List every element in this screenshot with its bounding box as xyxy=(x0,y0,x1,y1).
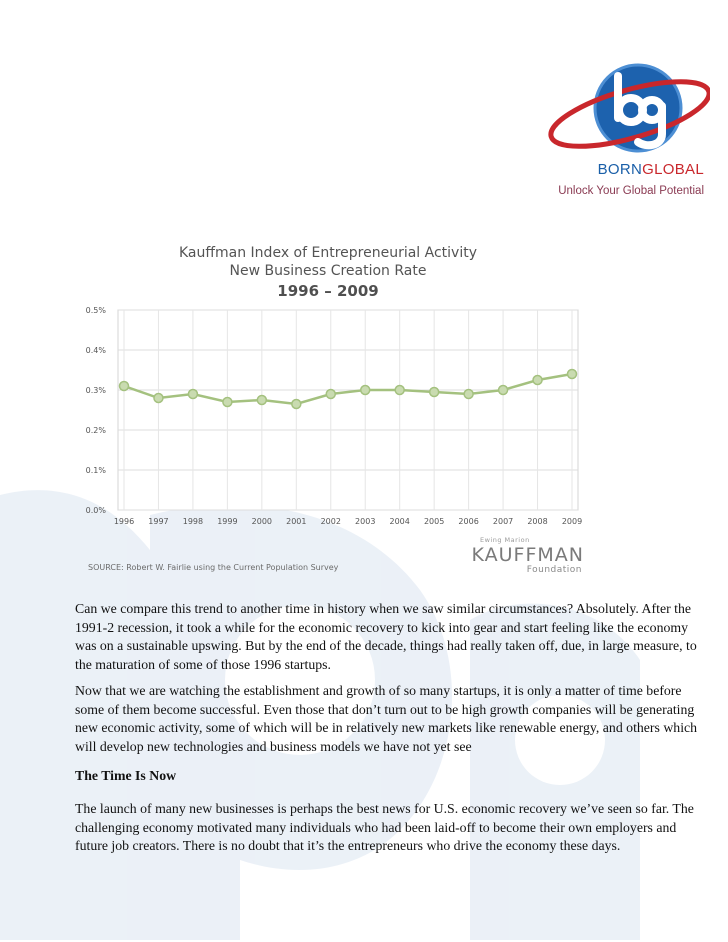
x-tick-label: 1997 xyxy=(148,517,169,526)
y-tick-label: 0.0% xyxy=(85,506,106,515)
data-point xyxy=(223,398,232,407)
x-tick-label: 2002 xyxy=(320,517,341,526)
y-tick-label: 0.5% xyxy=(85,306,106,315)
data-point xyxy=(430,388,439,397)
paragraph-2: Now that we are watching the establishment and growth of so many startups, it is only a matter of time before some of them become successful. Even those that don’t turn out to be high growth companies will be generating new economic activity, some of which will be in relatively new markets like renewable energy, and others which will develop new technologies and business models we have not yet see xyxy=(75,683,698,754)
y-tick-label: 0.1% xyxy=(85,466,106,475)
chart-title-line2: New Business Creation Rate xyxy=(229,263,427,279)
x-tick-label: 2000 xyxy=(251,517,273,526)
y-tick-label: 0.4% xyxy=(85,346,106,355)
brand-name-born: BORN xyxy=(597,161,643,178)
data-point xyxy=(292,400,301,409)
chart-figure xyxy=(68,240,588,585)
data-point xyxy=(154,394,163,403)
x-tick-label: 2006 xyxy=(458,517,479,526)
x-tick-label: 1999 xyxy=(217,517,238,526)
kauffman-logo-line2: KAUFFMAN xyxy=(471,544,584,566)
chart-title-line3: 1996 – 2009 xyxy=(277,282,379,300)
brand-name-global: GLOBAL xyxy=(642,161,704,178)
bornglobal-logo-mark xyxy=(540,58,710,166)
data-point xyxy=(568,370,577,379)
x-tick-label: 1996 xyxy=(113,517,135,526)
kauffman-logo-line3: Foundation xyxy=(526,565,582,575)
data-point xyxy=(499,386,508,395)
bornglobal-logo xyxy=(540,58,710,208)
kauffman-foundation-logo xyxy=(468,536,586,584)
article-body xyxy=(75,600,707,864)
x-tick-label: 2005 xyxy=(423,517,445,526)
data-point xyxy=(120,382,129,391)
data-point xyxy=(464,390,473,399)
kauffman-logo-line1: Ewing Marion xyxy=(480,536,530,544)
x-tick-label: 2003 xyxy=(355,517,376,526)
line-chart xyxy=(68,302,588,560)
data-point xyxy=(395,386,404,395)
y-tick-label: 0.3% xyxy=(85,386,106,395)
data-point xyxy=(361,386,370,395)
y-tick-label: 0.2% xyxy=(85,426,106,435)
x-tick-label: 2001 xyxy=(286,517,307,526)
x-tick-label: 1998 xyxy=(182,517,204,526)
data-point xyxy=(533,376,542,385)
data-point xyxy=(188,390,197,399)
chart-title-line1: Kauffman Index of Entrepreneurial Activity xyxy=(178,245,477,261)
x-tick-label: 2007 xyxy=(492,517,514,526)
brand-name xyxy=(540,161,704,178)
x-tick-label: 2004 xyxy=(389,517,410,526)
x-tick-label: 2009 xyxy=(561,517,583,526)
chart-plot-area xyxy=(118,310,578,510)
data-point xyxy=(257,396,266,405)
paragraph-3: The launch of many new businesses is perhaps the best news for U.S. economic recovery we’ve seen so far. The challenging economy motivated many individuals who had been laid-off to become their own employers and future job creators. There is no doubt that it’s the entrepreneurs who drive the economy these days. xyxy=(75,801,694,853)
data-point xyxy=(326,390,335,399)
paragraph-1: Can we compare this trend to another time in history when we saw similar circumstances? Absolutely. After the 1991-2 recession, it took a while for the economic recovery to kick into gear and start feeling like the economy was on a sustainable upswing. But by the end of the decade, things had really taken off, due, in large measure, to the maturation of some of those 1996 startups. xyxy=(75,601,697,672)
chart-source: SOURCE: Robert W. Fairlie using the Current Population Survey xyxy=(88,563,339,572)
brand-tagline: Unlock Your Global Potential xyxy=(558,185,704,197)
section-heading: The Time Is Now xyxy=(75,768,177,783)
x-tick-label: 2008 xyxy=(527,517,548,526)
